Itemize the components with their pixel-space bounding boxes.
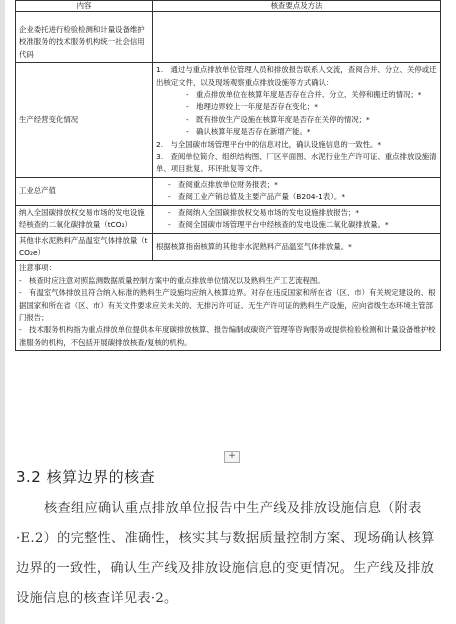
row-content: 生产经营变化情况: [16, 63, 153, 178]
method-line: - 查阅全国碳市场管理平台中经核查的发电设施二氧化碳排放量。*: [168, 220, 389, 230]
method-line: - 查阅纳入全国碳排放权交易市场的发电设施排放报告；*: [168, 207, 360, 217]
page-edge: [0, 0, 5, 624]
section-paragraph: 核查组应确认重点排放单位报告中生产线及排放设施信息（附表·E.2）的完整性、准确性，核实其与数据质量控制方案、现场确认核算边界的一致性，确认生产线及排放设施信息的变更情况。生产线及排放设施信息的核查详见表·2。: [16, 501, 435, 606]
header-content: 内容: [16, 1, 153, 12]
method-line: 3. 查阅单位简介、组织结构图、厂区平面图、水泥行业生产许可证、重点排放设施清单、项目批复、环评批复等文件。: [156, 152, 437, 174]
header-method: 核查要点及方法: [153, 1, 441, 12]
row-method: [153, 63, 441, 178]
method-line: - 查阅工业产销总值及主要产品产量（B204-1表）。*: [168, 192, 346, 202]
note-item: - 有温室气体排放且符合纳入标准的熟料生产设施均应纳入核算边界。对存在违反国家和所在省（区、市）有关规定建设的、根据国家和所在省（区、市）有关文件要求应关未关的、无排污许可证、无生产许可证的熟料生产设施，应向省级生态环境主管部门报告；: [19, 288, 436, 322]
table-row: [16, 63, 441, 178]
section-body: [16, 494, 436, 614]
method-line: - 查阅重点排放单位财务报表；*: [168, 179, 278, 189]
row-content: 工业总产值: [16, 177, 153, 205]
method-line: 根据核算指南核算的其他非水泥熟料产品温室气体排放量。*: [156, 241, 352, 251]
row-method: [153, 177, 441, 205]
row-method: [153, 12, 441, 63]
method-line: - 确认核算年度是否存在新增产能。*: [186, 127, 311, 137]
notes-row: [16, 261, 441, 351]
add-row-button[interactable]: +: [224, 451, 240, 463]
notes-cell: [16, 261, 441, 351]
method-line: - 重点排放单位在核算年度是否存在合并、分立、关停和搬迁的情况；*: [186, 90, 422, 100]
notes-title: 注意事项：: [19, 263, 56, 273]
row-content: 纳入全国碳排放权交易市场的发电设施经核查的二氧化碳排放量（tCO₂）: [16, 205, 153, 233]
method-line: - 地理边界较上一年度是否存在变化；*: [186, 102, 319, 112]
method-line: - 既有排放生产设施在核算年度是否存在关停的情况；*: [186, 114, 370, 124]
row-content: 企业委托进行检验检测和计量设备维护校准服务的技术服务机构统一社会信用代码: [16, 12, 153, 63]
table-row: [16, 205, 441, 233]
row-method: [153, 233, 441, 261]
method-line: 2. 与全国碳市场管理平台中的信息对比，确认设施信息的一致性。*: [156, 139, 382, 149]
table-row: [16, 177, 441, 205]
row-content: 其他非水泥熟料产品温室气体排放量（tCO₂e）: [16, 233, 153, 261]
row-method: [153, 205, 441, 233]
table-row: [16, 233, 441, 261]
review-table: [15, 0, 441, 351]
note-item: - 核查时应注意对照监测数据质量控制方案中的重点排放单位情况以及熟料生产工艺流程图。: [19, 275, 325, 285]
method-line: 1. 通过与重点排放单位管理人员和排放报告联系人交流，查阅合并、分立、关停或迁出核定文件，以及现场观察重点排放设施等方式确认：: [156, 65, 437, 87]
document-body: [15, 0, 441, 351]
table-row: [16, 12, 441, 63]
table-header-row: [16, 1, 441, 12]
section-heading: 3.2 核算边界的核查: [16, 468, 156, 486]
note-item: - 技术服务机构指为重点排放单位提供本年度碳排放核算、报告编制或碳资产管理等咨询服务或提供检验检测和计量设备维护校准服务的机构，不包括开展碳排放核查/复核的机构。: [19, 325, 436, 347]
